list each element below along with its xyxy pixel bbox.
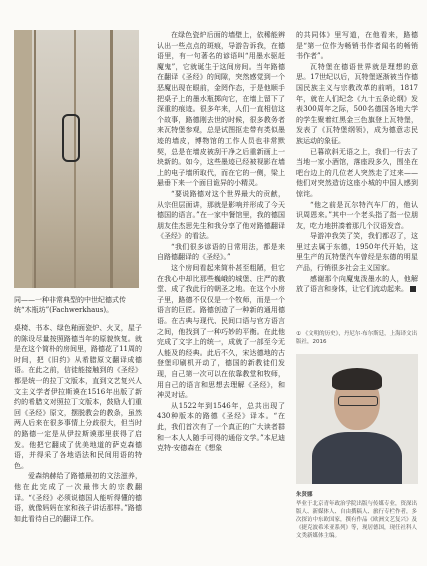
footnote: ① 《文明的历史》，丹尼尔·布尔斯廷，上海译文出版社，2016 (296, 331, 418, 345)
author-bio (296, 491, 418, 540)
paragraph: 导游冲我笑了笑，我们都忍了，这里过去属于东德，1950年代开始，这里生产的瓦特堡汽车曾经是东德的明星产品，行销很多社会主义国家。 (296, 232, 418, 273)
author-avatar (296, 354, 418, 484)
column-2 (157, 30, 285, 454)
author-description: 毕业于北京青年政治学院出版与传媒专业，资深出版人、新媒体人、自由撰稿人、旅行专栏作者，多次探访中东欧国家，撰有作品《欧洲文艺复兴》及《捷克波希米亚系列》等，现居德国，现任社科人文类新媒体主编。 (296, 501, 418, 539)
paragraph: “要说路德对这个世界最大的贡献，从宗但层面讲，那就是影响并形成了今天德国的语言。”在一家中餐馆里，我的德国朋友佳杰思先生和我分享了他对路德翻译《圣经》的看法。 (157, 189, 285, 241)
paragraph: “我们很多谚语的日常用法，都是来自路德翻译的《圣经》。” (157, 242, 285, 262)
author-name: 朱贤娜 (296, 492, 313, 498)
paragraph: 这个房间看起来简朴甚至粗陋，但它在我心中却比那些巍峨的城堡、庄严的教堂、成了我此行的朝圣之地。在这个小房子里，路德不仅仅是一个牧师，而是一个语言的巨匠。路德创造了一种新的通用德语。在古典与现代、民间口语与官方语言之间，他找到了一种巧妙的平衡。在此他完成了文字上的统一，成就了一部至今无人能及的经典。此后不久，宋达德地的古登堡印刷机开动了，德国的新教徒们发现，自己第一次可以在依靠教堂和牧师，用自己的语言和思想去理解《圣经》，和神灵对话。 (157, 264, 285, 400)
window-photo (14, 30, 139, 288)
paragraph: “他之前是瓦尔特汽车厂的，他认识周恩来。”其中一个老头指了指一位朋友，吃力地拼凑着那几个汉语发音。 (296, 200, 418, 230)
paragraph: 从1522年到1546年，总共出现了430种版本的路德《圣经》译本。“在此，我们首次有了一个真正的广大读者群和一本人人随手可得的通俗文学。”本尼迪克特·安德森在《想象 (157, 401, 285, 453)
photo-caption: 同——一种非常典型的中世纪德式传统“木瓶坊”(Fachwerkhaus)。 (14, 296, 126, 314)
paragraph: 的共同体》里写道，在他看来，路德是“第一位作为畅销书作者闻名的畅销书作者”。 (296, 31, 418, 61)
paragraph: 在绿色瓷炉后面的墙壁上，依稀能辨认出一些点点的斑痕，导游告诉我，在德语里，有一句著名的谚语叫“用墨水驱赶魔鬼”，它就诞生于这间房间。当年路德在翻译《圣经》的间隙，突然感觉到一个恶魔出现在眼前，金罔作态，于是他顺手把桌子上的墨水瓶掷向它，在墙上留下了深重的痕迹。很多年来，人们一直相信这个故事，路德刚去世的时候，很多教务者来瓦特堡参观，总是试图抠走带有类似墨迹的墙皮，博物馆的工作人员也非常默契，总是在墙皮被刮干净之后重新画上一块新的。如今，这些墨迹已经被视影在墙上的电子墙所取代，而在它的一侧，梁上悬垂下来一个面目诡异的小精灵。 (157, 31, 285, 188)
column-3 (296, 30, 418, 295)
paragraph: 已暮欲斜无语之上，我们一行去了当地一家小酒馆，落座段多久，围坐在吧台边上的几位老人突然走了过来——他们对突然造访这座小城的中国人感到惊诧。 (296, 147, 418, 198)
paragraph: 爱森纳赫给了路德最初的文法滋养，他在此完成了一次最伟大的宗教翻译。“《圣经》必须说德国人能听得懂的德语，就像妈妈在家和孩子讲话那样。”路德如此看待自己的翻译工作。 (14, 472, 142, 523)
column-1 (14, 323, 142, 524)
paragraph: 瓦特堡在德语世界就是理想的意思。17世纪以后，瓦特堡逐渐被当作德国民族主义与宗教改革的前哨，1817年，就在人们纪念《九十五条论纲》发表300周年之际，500名德国各地大学的学生聚着红黑金三色旗登上瓦特堡，发表了《瓦特堡纲领》，成为德意志民族运动的象征。 (296, 62, 418, 145)
closing-paragraph (296, 274, 418, 295)
closing-text: 感谢那个向魔鬼泼墨水的人，他解放了语言和身体，让它们流动起来。 (296, 274, 418, 294)
door-handle-icon (62, 114, 80, 162)
end-mark-icon (410, 286, 416, 292)
paragraph: 桌椅、书本、绿色釉面瓷炉、火叉，屋子的陈设尽量按照路德当年的原貌恢复。就是在这个简朴的房间里，路德花了11周的时间，把《旧约》从希腊原文翻译成德语。在此之前，信徒能接触到的《圣经》都是统一的拉丁文版本，直到文艺复兴人文主义学者伊拉斯谟在1516年出版了新约的希腊文对照拉丁文版本，鼓励人们重回《圣经》原文，摆脱教会的教条，虽然两人后来在很多事情上分歧很大，但当时的路德一定是从伊拉斯谟那里获得了启发。他把它翻成了优美地道的萨克森德语，并得采了各地语法和民间用语的特色。 (14, 324, 142, 470)
